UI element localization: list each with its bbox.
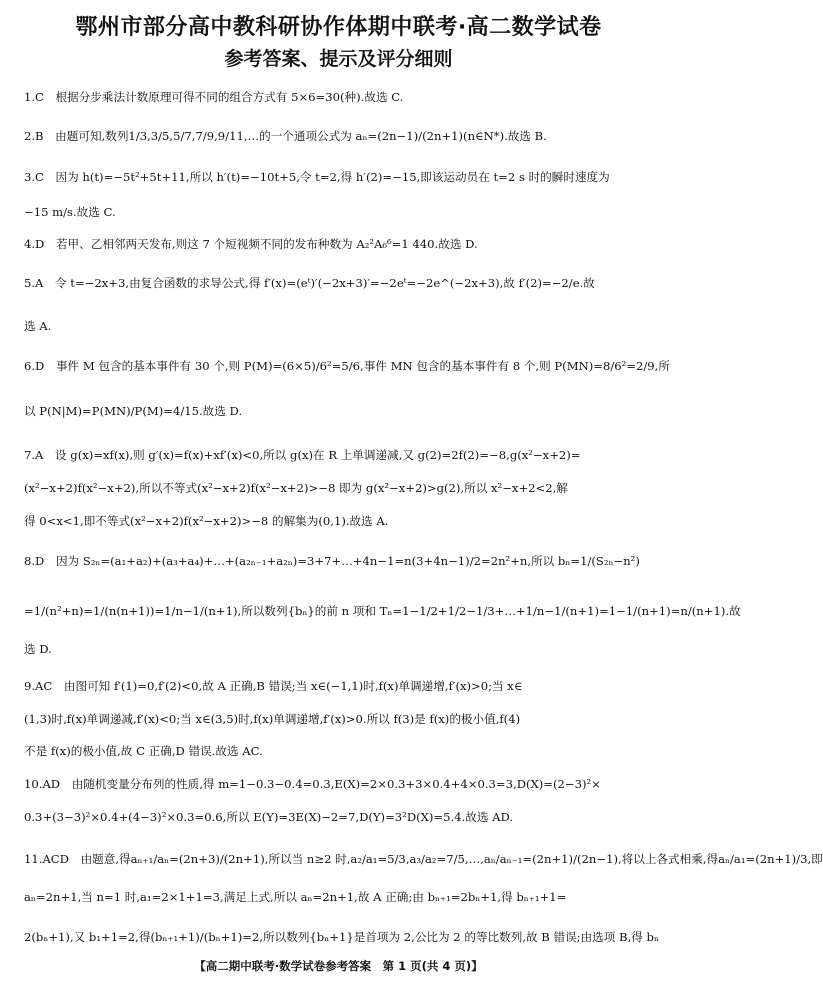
page-subtitle: 参考答案、提示及评分细则 bbox=[224, 48, 453, 70]
answer-line: 2(bₙ+1),又 b₁+1=2,得(bₙ₊₁+1)/(bₙ+1)=2,所以数列{bₙ+1}是首项为 2,公比为 2 的等比数列,故 B 错误;由选项 B,得 bₙ bbox=[24, 930, 659, 944]
answer-line: 以 P(N|M)=P(MN)/P(M)=4/15.故选 D. bbox=[24, 404, 243, 418]
answer-line: 1.C 根据分步乘法计数原理可得不同的组合方式有 5×6=30(种).故选 C. bbox=[24, 90, 404, 104]
answer-line: =1/(n²+n)=1/(n(n+1))=1/n−1/(n+1),所以数列{bₙ}的前 n 项和 Tₙ=1−1/2+1/2−1/3+…+1/n−1/(n+1)=1−1/(n+1)=n/(n+1).故 bbox=[24, 604, 741, 618]
answer-line: 2.B 由题可知,数列1/3,3/5,5/7,7/9,9/11,…的一个通项公式为 aₙ=(2n−1)/(2n+1)(n∈N*).故选 B. bbox=[24, 129, 547, 143]
answer-line: 11.ACD 由题意,得aₙ₊₁/aₙ=(2n+3)/(2n+1),所以当 n≥2 时,a₂/a₁=5/3,a₃/a₂=7/5,…,aₙ/aₙ₋₁=(2n+1)/(2n−1),将以上各式相乘,得aₙ/a₁=(2n+1)/3,即 bbox=[24, 852, 823, 866]
answer-line: −15 m/s.故选 C. bbox=[24, 205, 116, 219]
answer-line: 7.A 设 g(x)=xf(x),则 g′(x)=f(x)+xf′(x)<0,所以 g(x)在 R 上单调递减,又 g(2)=2f(2)=−8,g(x²−x+2)= bbox=[24, 448, 581, 462]
answer-line: 5.A 令 t=−2x+3,由复合函数的求导公式,得 f′(x)=(eᵗ)′(−2x+3)′=−2eᵗ=−2e^(−2x+3),故 f′(2)=−2/e.故 bbox=[24, 276, 595, 290]
page-title: 鄂州市部分高中教科研协作体期中联考·高二数学试卷 bbox=[75, 15, 602, 40]
answer-line: 选 D. bbox=[24, 642, 52, 656]
answer-line: 3.C 因为 h(t)=−5t²+5t+11,所以 h′(t)=−10t+5,令 t=2,得 h′(2)=−15,即该运动员在 t=2 s 时的瞬时速度为 bbox=[24, 170, 610, 184]
answer-line: aₙ=2n+1,当 n=1 时,a₁=2×1+1=3,满足上式,所以 aₙ=2n+1,故 A 正确;由 bₙ₊₁=2bₙ+1,得 bₙ₊₁+1= bbox=[24, 890, 567, 904]
answer-line: 10.AD 由随机变量分布列的性质,得 m=1−0.3−0.4=0.3,E(X)=2×0.3+3×0.4+4×0.3=3,D(X)=(2−3)²× bbox=[24, 777, 601, 791]
answer-line: 4.D 若甲、乙相邻两天发布,则这 7 个短视频不同的发布种数为 A₂²A₆⁶=1 440.故选 D. bbox=[24, 237, 478, 251]
answer-line: (x²−x+2)f(x²−x+2),所以不等式(x²−x+2)f(x²−x+2)>−8 即为 g(x²−x+2)>g(2),所以 x²−x+2<2,解 bbox=[24, 481, 568, 495]
answer-line: (1,3)时,f(x)单调递减,f′(x)<0;当 x∈(3,5)时,f(x)单调递增,f′(x)>0.所以 f(3)是 f(x)的极小值,f(4) bbox=[24, 712, 521, 726]
answer-line: 9.AC 由图可知 f′(1)=0,f′(2)<0,故 A 正确,B 错误;当 x∈(−1,1)时,f(x)单调递增,f′(x)>0;当 x∈ bbox=[24, 679, 523, 693]
answer-line: 8.D 因为 S₂ₙ=(a₁+a₂)+(a₃+a₄)+…+(a₂ₙ₋₁+a₂ₙ)=3+7+…+4n−1=n(3+4n−1)/2=2n²+n,所以 bₙ=1/(S₂ₙ−n²) bbox=[24, 554, 640, 568]
answer-line: 0.3+(3−3)²×0.4+(4−3)²×0.3=0.6,所以 E(Y)=3E(X)−2=7,D(Y)=3²D(X)=5.4.故选 AD. bbox=[24, 810, 514, 824]
answer-line: 得 0<x<1,即不等式(x²−x+2)f(x²−x+2)>−8 的解集为(0,1).故选 A. bbox=[24, 514, 389, 528]
answer-line: 选 A. bbox=[24, 319, 52, 333]
answer-line: 不是 f(x)的极小值,故 C 正确,D 错误.故选 AC. bbox=[24, 744, 263, 758]
page-footer: 【高二期中联考·数学试卷参考答案 第 1 页(共 4 页)】 bbox=[194, 959, 483, 973]
answer-line: 6.D 事件 M 包含的基本事件有 30 个,则 P(M)=(6×5)/6²=5/6,事件 MN 包含的基本事件有 8 个,则 P(MN)=8/6²=2/9,所 bbox=[24, 359, 670, 373]
